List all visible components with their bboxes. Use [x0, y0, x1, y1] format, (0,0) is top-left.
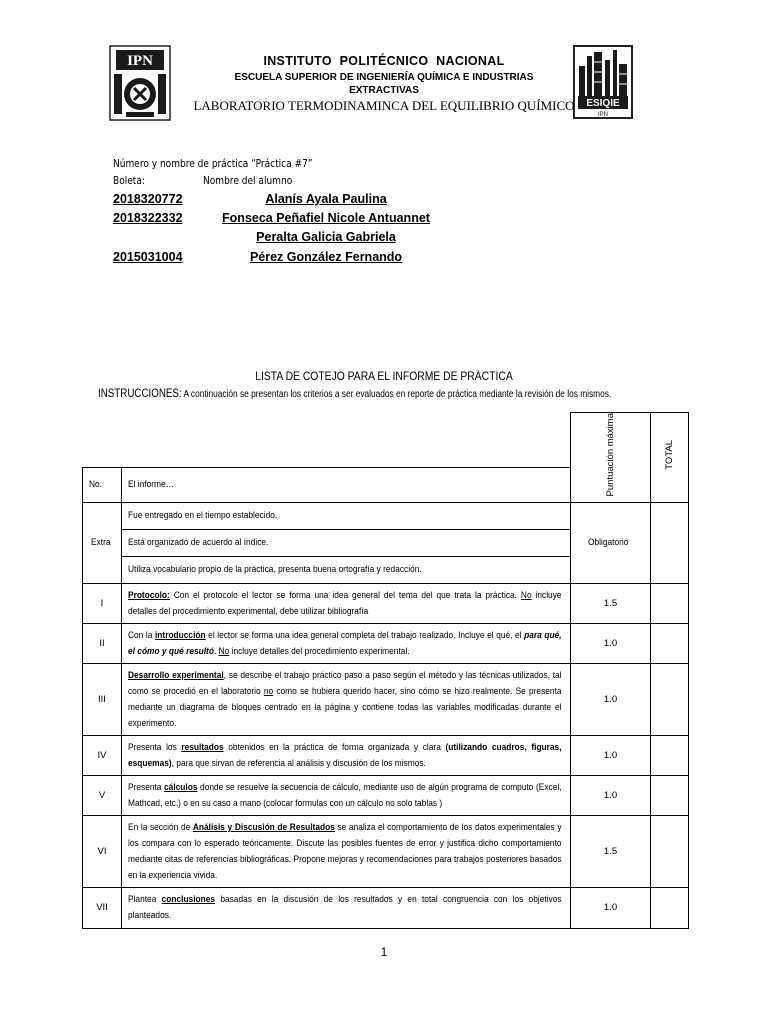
school-line-1: ESCUELA SUPERIOR DE INGENIERÍA QUÍMICA E INDUSTRIAS [234, 72, 534, 83]
student-name: Peralta Galicia Gabriela [256, 230, 396, 244]
student-boleta: 2018320772 [113, 192, 183, 206]
row-number: III [83, 664, 122, 736]
row-total [651, 816, 689, 888]
svg-text:IPN: IPN [127, 53, 153, 69]
criterion-fragment: Con la [128, 629, 155, 641]
total-header-label: TOTAL [664, 439, 675, 470]
table-row [83, 776, 689, 816]
criterion-fragment: el lector se forma una idea general completa del trabajo realizado. Incluye el qué, el [205, 629, 525, 641]
criterion-text [122, 776, 571, 816]
criterion-text [122, 816, 571, 888]
criterion-fragment: incluye detalles del procedimiento experimental, debe utilizar bibliografía [128, 589, 562, 617]
table-row [83, 584, 689, 624]
row-number: II [83, 624, 122, 664]
institution-title: INSTITUTO POLITÉCNICO NACIONAL [263, 54, 505, 68]
criterion-text [122, 584, 571, 624]
table-row [83, 664, 689, 736]
criterion-text: Utiliza vocabulario propio de la práctica, presenta buena ortografía y redacción. [122, 557, 571, 584]
boleta-label: Boleta: [113, 175, 145, 187]
criterion-text [122, 736, 571, 776]
lab-title: LABORATORIO TERMODINAMINCA DEL EQUILIBRIO QUÍMICO [193, 98, 575, 113]
criterion-fragment: cálculos [164, 781, 198, 793]
school-name [0, 71, 768, 97]
student-name: Fonseca Peñafiel Nicole Antuannet [222, 211, 430, 225]
table-header-top [83, 413, 689, 468]
puntuacion-header-label: Puntuación máxima [605, 413, 616, 497]
student-boleta: 2018322332 [113, 211, 183, 225]
criterion-fragment: obtenidos en la práctica de forma organizada y clara [223, 741, 446, 753]
practice-label: Número y nombre de práctica “Práctica #7” [113, 158, 313, 170]
criterion-fragment: Desarrollo experimental [128, 669, 224, 681]
row-number: V [83, 776, 122, 816]
student-name: Pérez González Fernando [249, 250, 403, 264]
svg-text:IPN: IPN [597, 112, 609, 118]
row-points: 1.5 [571, 584, 651, 624]
criterion-fragment: se analiza el comportamiento de los datos experimentales y los compara con lo esperado teóricamente. Discute las posibles fuentes de error y justifica dicho comportamiento mediante citas de referencias bibliográficas. Propone mejoras y recomendaciones para trabajos posteriores basados en la experiencia vivida. [128, 821, 562, 881]
criterion-fragment: Con el protocolo el lector se forma una idea general del tema del que trata la práctica. [169, 589, 521, 601]
total-header [651, 413, 689, 503]
criterion-text: Está organizado de acuerdo al índice. [122, 530, 571, 557]
criterion-fragment: no [263, 685, 274, 697]
criterion-text [122, 664, 571, 736]
row-total [651, 776, 689, 816]
school-line-2: EXTRACTIVAS [349, 85, 419, 96]
row-points: 1.5 [571, 816, 651, 888]
criterion-fragment: Análisis y Discusión de Resultados [192, 821, 335, 833]
row-total [651, 736, 689, 776]
student-name-label: Nombre del alumno [203, 175, 293, 187]
row-points: 1.0 [571, 664, 651, 736]
criterion-fragment: donde se resuelve la secuencia de cálculo, mediante uso de algún programa de computo (Excel, Mathcad, etc.) o en su caso a mano (colocar formulas con un cálculo no solo tablas ) [128, 781, 562, 809]
table-row [83, 736, 689, 776]
table-row [83, 888, 689, 929]
criterion-fragment: como se hubiera querido hacer, sino cómo se hizo realmente. Se presenta mediante un diagrama de bloques centrado en la página y contiene todas las variables modificadas durante el experimento. [128, 685, 562, 729]
criterion-fragment: Protocolo: [128, 589, 170, 601]
checklist-table [82, 412, 689, 929]
criterion-fragment: Presenta los [128, 741, 182, 753]
student-boleta: 2015031004 [113, 250, 183, 264]
table-row [83, 816, 689, 888]
criterion-text [122, 888, 571, 929]
row-points: Obligatorio [571, 503, 651, 584]
row-total [651, 624, 689, 664]
criterion-fragment: conclusiones [161, 894, 216, 906]
instructions-text: A continuación se presentan los criterios a ser evaluados en reporte de práctica mediante la revisión de los mismos. [181, 389, 612, 400]
criterion-fragment: , se describe el trabajo práctico paso a paso según el método y las técnicas utilizados, tal como se procedió en el laboratorio [128, 669, 562, 697]
row-total [651, 664, 689, 736]
criterion-fragment: para qué, el cómo y qué resultó [128, 629, 562, 657]
row-points: 1.0 [571, 624, 651, 664]
criterion-fragment: . [213, 645, 219, 657]
checklist-title: LISTA DE COTEJO PARA EL INFORME DE PRÁCTICA [255, 371, 513, 383]
row-number: VI [83, 816, 122, 888]
criterion-text: Fue entregado en el tiempo establecido. [122, 503, 571, 530]
criterion-fragment: (utilizando cuadros, figuras, esquemas) [128, 741, 562, 769]
criterion-fragment: En la sección de [128, 821, 193, 833]
instructions [98, 388, 611, 400]
informe-header: El informe… [122, 467, 571, 503]
criterion-fragment: , para que sirvan de referencia al análisis y discusión de los mismos. [171, 757, 426, 769]
page-number: 1 [380, 945, 388, 959]
student-name: Alanís Ayala Paulina [265, 192, 387, 206]
criterion-fragment: resultados [181, 741, 224, 753]
criterion-fragment: basadas en la discusión de los resultados y en total congruencia con los objetivos planteados. [128, 894, 562, 922]
row-number: Extra [83, 503, 122, 584]
no-header: No. [83, 467, 122, 503]
table-row [83, 624, 689, 664]
row-points: 1.0 [571, 888, 651, 929]
row-total [651, 584, 689, 624]
row-number: I [83, 584, 122, 624]
criterion-fragment: No [218, 645, 230, 657]
row-points: 1.0 [571, 776, 651, 816]
row-number: VII [83, 888, 122, 929]
row-total [651, 503, 689, 584]
criterion-text [122, 624, 571, 664]
criterion-fragment: No [520, 589, 532, 601]
puntuacion-header [571, 413, 651, 503]
criterion-fragment: Plantea [128, 894, 162, 906]
criterion-fragment: incluye detalles del procedimiento experimental. [229, 645, 410, 657]
criterion-fragment: Presenta [128, 781, 165, 793]
row-points: 1.0 [571, 736, 651, 776]
row-number: IV [83, 736, 122, 776]
criterion-fragment: introducción [154, 629, 206, 641]
row-total [651, 888, 689, 929]
svg-text:ESIQIE: ESIQIE [586, 98, 620, 109]
instructions-label: INSTRUCCIONES: [98, 388, 182, 400]
table-row [83, 503, 689, 530]
